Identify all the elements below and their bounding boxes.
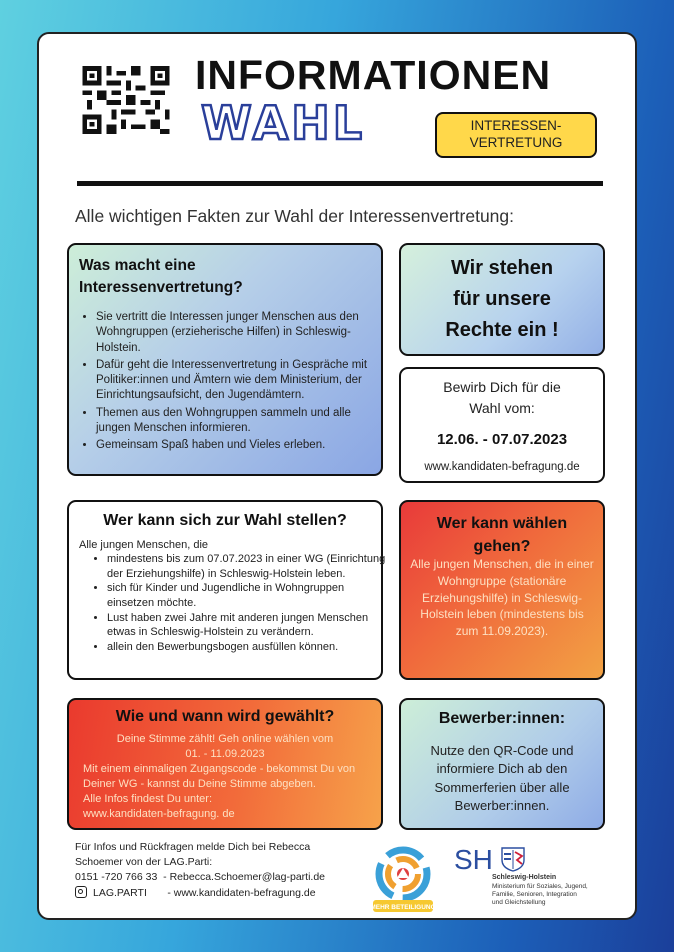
box-how-text	[83, 762, 373, 821]
title-wahl: WAHL	[201, 96, 366, 150]
box-how-line1: Mit einem einmaligen Zugangscode - bekommst Du von	[83, 763, 356, 775]
apply-line2: Wahl vom:	[469, 400, 535, 416]
ministry-text	[492, 874, 588, 907]
slogan-line3: Rechte ein !	[445, 319, 559, 341]
box-what-list	[79, 310, 386, 456]
box-candidates-lead: Alle jungen Menschen, die	[79, 539, 209, 551]
apply-url-link[interactable]: www.kandidaten-befragung.de	[424, 461, 580, 473]
instagram-icon	[75, 886, 87, 898]
ministry-logo	[454, 844, 604, 912]
box-applicants	[399, 698, 605, 830]
divider	[77, 181, 603, 186]
list-item: • sich für Kinder und Jugendliche in Wohngruppen einsetzen möchte.	[107, 581, 392, 610]
apply-text	[401, 377, 603, 419]
box-rights-slogan	[399, 243, 605, 356]
list-item: • mindestens bis zum 07.07.2023 in einer WG (Einrichtung der Erziehungshilfe) in Schleswig-Holstein leben.	[107, 552, 392, 581]
box-voters-heading	[401, 512, 603, 558]
footer-phone[interactable]: 0151 -720 766 33	[75, 871, 158, 884]
list-item: • Sie vertritt die Interessen junger Menschen aus den Wohngruppen (erzieherische Hilfen) in Schleswig-Holstein.	[96, 310, 386, 356]
flyer-sheet	[37, 32, 637, 920]
box-who-can-vote	[399, 500, 605, 680]
qr-code-image[interactable]	[81, 66, 171, 134]
footer-line1: Für Infos und Rückfragen melde Dich bei Rebecca	[75, 841, 311, 853]
box-what-does-it-do	[67, 243, 383, 476]
lag-parti-logo	[367, 844, 439, 918]
lag-logo-caption: MEHR BETEILIGUNG	[370, 904, 436, 911]
apply-dates: 12.06. - 07.07.2023	[436, 431, 568, 448]
list-item: • Themen aus den Wohngruppen sammeln und alle jungen Menschen informieren.	[96, 406, 386, 437]
slogan-line1: Wir stehen	[450, 257, 554, 279]
box-how-line3: Alle Infos findest Du unter:	[83, 792, 213, 805]
box-how-url-link[interactable]: www.kandidaten-befragung. de	[83, 807, 235, 820]
box-voters-text: Alle jungen Menschen, die in einer Wohngruppe (stationäre Erziehungshilfe) in Schleswig-Holstein leben (mindestens bis zum 11.09.2023).	[410, 557, 594, 639]
badge-interessenvertretung	[435, 112, 597, 158]
ministry-line2: Familie, Senioren, Integration	[492, 890, 577, 898]
footer-instagram-link[interactable]: LAG.PARTI	[93, 886, 147, 899]
list-item: • Gemeinsam Spaß haben und Vieles erleben.	[96, 438, 386, 453]
box-apply	[399, 367, 605, 483]
box-what-heading-line1: Was macht eine	[79, 257, 196, 274]
box-voters-heading-line2: gehen?	[473, 538, 531, 556]
intro-text: Alle wichtigen Fakten zur Wahl der Interessenvertretung:	[75, 206, 515, 226]
title-informationen: INFORMATIONEN	[195, 52, 552, 98]
box-applicants-text: Nutze den QR-Code und informiere Dich ab den Sommerferien über alle Bewerber:innen.	[430, 743, 574, 814]
box-applicants-heading: Bewerber:innen:	[438, 710, 566, 727]
box-how-to-vote	[67, 698, 383, 830]
box-how-heading: Wie und wann wird gewählt?	[115, 708, 335, 725]
box-candidates-heading: Wer kann sich zur Wahl stellen?	[103, 512, 347, 529]
ministry-line3: und Gleichstellung	[492, 899, 546, 906]
box-how-center-line2: 01. - 11.09.2023	[185, 747, 265, 760]
box-what-heading-line2: Interessenvertretung?	[79, 279, 243, 297]
footer-phone-row: 0151 -720 766 33 - Rebecca.Schoemer@lag-parti.de	[75, 871, 325, 884]
ministry-name: Schleswig-Holstein	[492, 874, 557, 881]
footer-email-link[interactable]: Rebecca.Schoemer@lag-parti.de	[169, 871, 325, 884]
box-who-can-run	[67, 500, 386, 680]
box-how-line2: Deiner WG - kannst du Deine Stimme abgeben.	[83, 777, 316, 790]
box-how-center-line1: Deine Stimme zählt! Geh online wählen vom	[116, 733, 334, 745]
list-item: • Lust haben zwei Jahre mit anderen jungen Menschen etwas in Schleswig-Holstein zu verändern.	[107, 611, 392, 640]
sh-mark: SH	[454, 844, 493, 875]
badge-line2: VERTRETUNG	[469, 135, 563, 150]
ministry-line1: Ministerium für Soziales, Jugend,	[492, 882, 588, 890]
list-item: • Dafür geht die Interessenvertretung in Gespräche mit Politiker:innen und Ämtern wie dem Ministerium, der Einrichtungsaufsicht, den Jugendämtern.	[96, 358, 386, 404]
list-item: • allein den Bewerbungsbogen ausfüllen können.	[107, 640, 392, 655]
box-what-heading	[79, 255, 243, 300]
box-how-center-text	[69, 732, 381, 762]
footer-contact	[75, 840, 325, 901]
apply-line1: Bewirb Dich für die	[443, 379, 561, 395]
box-voters-heading-line1: Wer kann wählen	[436, 515, 568, 532]
footer-line2: Schoemer von der LAG.Parti:	[75, 856, 213, 869]
badge-line1: INTERESSEN-	[470, 118, 562, 134]
footer-web-link[interactable]: www.kandidaten-befragung.de	[173, 886, 316, 899]
footer-social-row: LAG.PARTI - www.kandidaten-befragung.de	[75, 886, 325, 901]
box-candidates-list	[93, 552, 392, 654]
coat-of-arms-icon	[500, 846, 526, 872]
slogan-line2: für unsere	[453, 288, 551, 310]
